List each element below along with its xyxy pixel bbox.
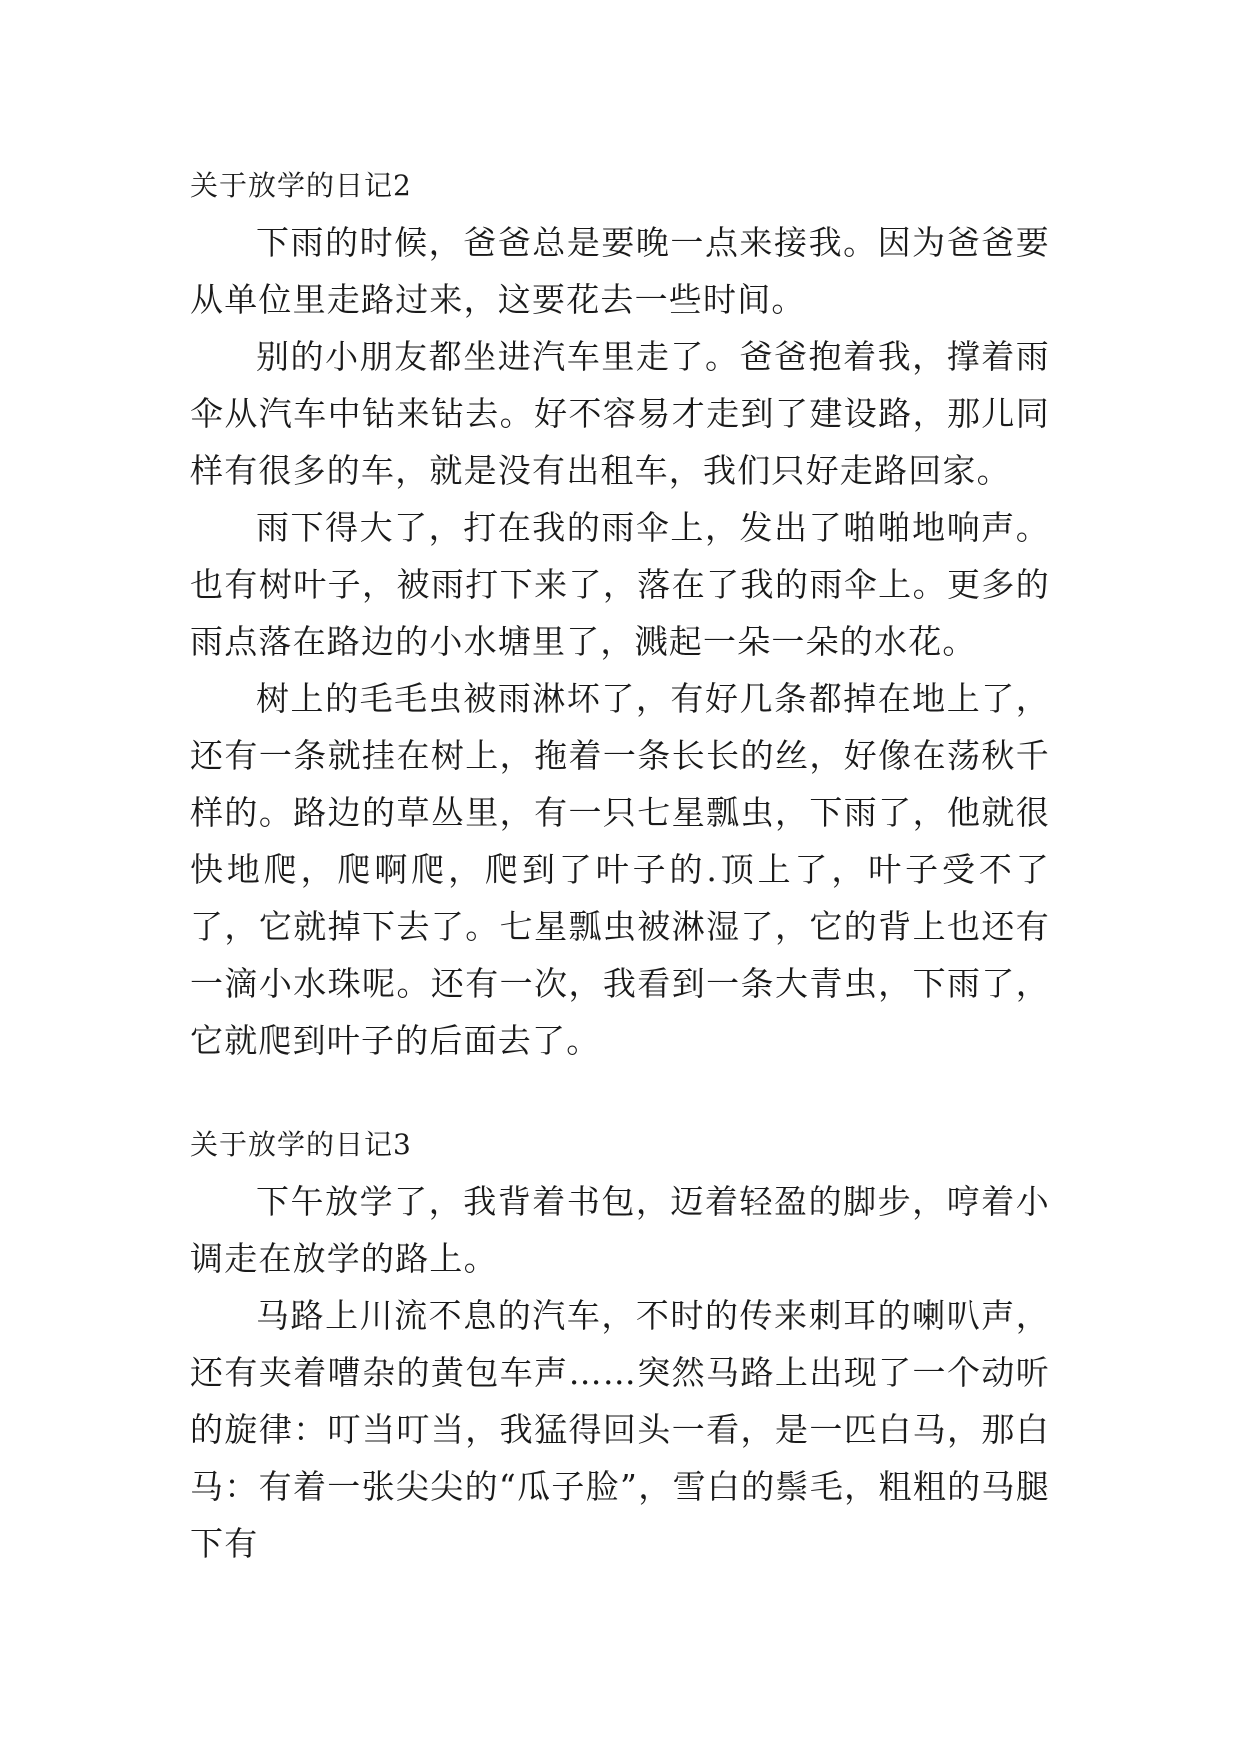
document-body — [190, 158, 1050, 1572]
diary-entry-2 — [190, 158, 1050, 1069]
paragraph: 下午放学了，我背着书包，迈着轻盈的脚步，哼着小调走在放学的路上。 — [190, 1182, 1050, 1278]
paragraph: 雨下得大了，打在我的雨伞上，发出了啪啪地响声。也有树叶子，被雨打下来了，落在了我的雨伞上。更多的雨点落在路边的小水塘里了，溅起一朵一朵的水花。 — [190, 508, 1050, 661]
paragraph: 马路上川流不息的汽车，不时的传来刺耳的喇叭声，还有夹着嘈杂的黄包车声……突然马路上出现了一个动听的旋律：叮当叮当，我猛得回头一看，是一匹白马，那白马：有着一张尖尖的“瓜子脸”，雪白的鬃毛，粗粗的马腿下有 — [190, 1296, 1050, 1563]
paragraph: 别的小朋友都坐进汽车里走了。爸爸抱着我，撑着雨伞从汽车中钻来钻去。好不容易才走到了建设路，那儿同样有很多的车，就是没有出租车，我们只好走路回家。 — [190, 337, 1050, 490]
paragraph: 树上的毛毛虫被雨淋坏了，有好几条都掉在地上了，还有一条就挂在树上，拖着一条长长的丝，好像在荡秋千样的。路边的草丛里，有一只七星瓢虫，下雨了，他就很快地爬，爬啊爬，爬到了叶子的.顶上了，叶子受不了了，它就掉下去了。七星瓢虫被淋湿了，它的背上也还有一滴小水珠呢。还有一次，我看到一条大青虫，下雨了，它就爬到叶子的后面去了。 — [190, 679, 1050, 1060]
entry-title: 关于放学的日记3 — [190, 1128, 412, 1161]
diary-entry-3 — [190, 1117, 1050, 1572]
paragraph: 下雨的时候，爸爸总是要晚一点来接我。因为爸爸要从单位里走路过来，这要花去一些时间。 — [190, 223, 1050, 319]
entry-title: 关于放学的日记2 — [190, 169, 412, 202]
